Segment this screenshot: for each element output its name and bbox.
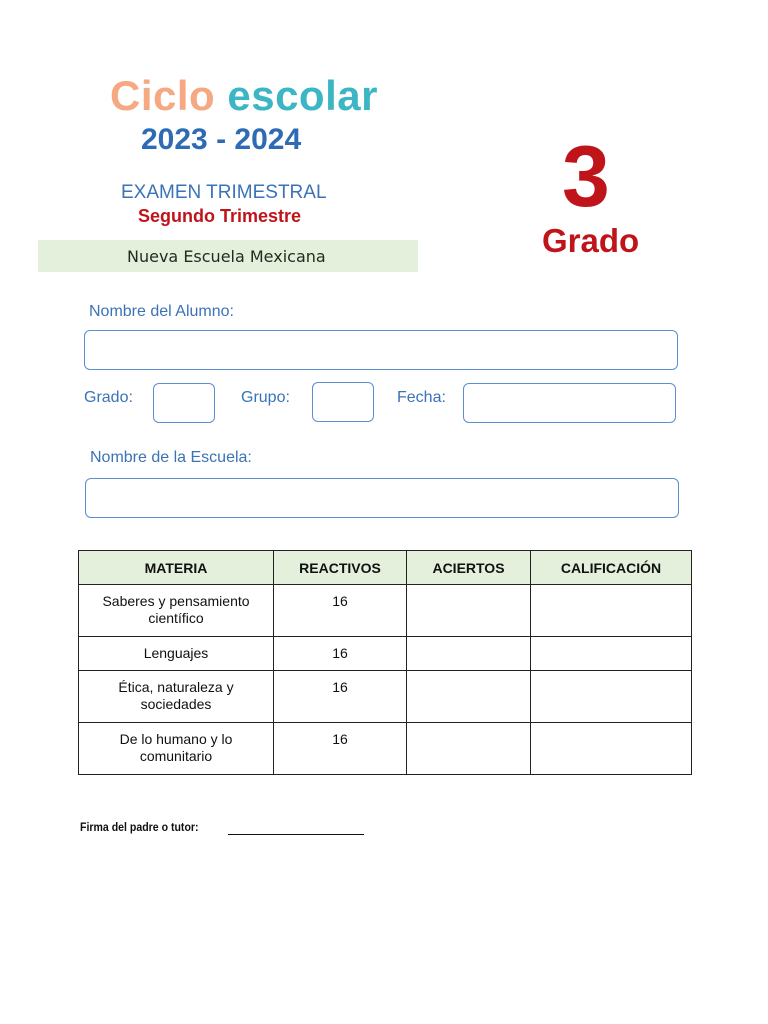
table-row — [79, 637, 692, 671]
signature-line[interactable] — [228, 834, 364, 835]
calificacion-cell[interactable] — [531, 671, 692, 723]
grade-number: 3 — [562, 129, 610, 225]
header-materia: MATERIA — [79, 551, 274, 585]
cycle-title — [110, 72, 378, 120]
school-name-field[interactable] — [85, 478, 679, 518]
cycle-title-escolar: escolar — [227, 72, 378, 119]
header-calificacion: CALIFICACIÓN — [531, 551, 692, 585]
grades-table — [78, 550, 692, 775]
trimester: Segundo Trimestre — [138, 206, 302, 226]
reactivos-cell: 16 — [274, 723, 407, 775]
reactivos-cell: 16 — [274, 585, 407, 637]
school-name-label: Nombre de la Escuela: — [90, 449, 252, 466]
table-header-row — [79, 551, 692, 585]
grade-word: Grado — [542, 222, 640, 259]
aciertos-cell[interactable] — [407, 637, 531, 671]
table-row — [79, 585, 692, 637]
signature-label: Firma del padre o tutor: — [80, 820, 199, 834]
student-name-field[interactable] — [84, 330, 678, 370]
grade-field[interactable] — [153, 383, 215, 423]
reactivos-cell: 16 — [274, 671, 407, 723]
header-aciertos: ACIERTOS — [407, 551, 531, 585]
table-row — [79, 671, 692, 723]
program-name: Nueva Escuela Mexicana — [127, 246, 326, 266]
materia-cell: Saberes y pensamiento científico — [79, 585, 274, 637]
reactivos-cell: 16 — [274, 637, 407, 671]
aciertos-cell[interactable] — [407, 671, 531, 723]
date-field[interactable] — [463, 383, 676, 423]
materia-cell: Ética, naturaleza y sociedades — [79, 671, 274, 723]
grade-label: Grado: — [84, 389, 133, 406]
calificacion-cell[interactable] — [531, 637, 692, 671]
group-field[interactable] — [312, 382, 374, 422]
calificacion-cell[interactable] — [531, 723, 692, 775]
materia-cell: Lenguajes — [79, 637, 274, 671]
materia-cell: De lo humano y lo comunitario — [79, 723, 274, 775]
header-reactivos: REACTIVOS — [274, 551, 407, 585]
date-label: Fecha: — [397, 389, 446, 406]
exam-type: EXAMEN TRIMESTRAL — [121, 182, 327, 203]
cycle-title-ciclo: Ciclo — [110, 72, 216, 119]
calificacion-cell[interactable] — [531, 585, 692, 637]
student-name-label: Nombre del Alumno: — [89, 303, 234, 320]
program-band — [38, 240, 418, 272]
school-year: 2023 - 2024 — [141, 123, 302, 156]
aciertos-cell[interactable] — [407, 585, 531, 637]
group-label: Grupo: — [241, 389, 290, 406]
table-row — [79, 723, 692, 775]
aciertos-cell[interactable] — [407, 723, 531, 775]
